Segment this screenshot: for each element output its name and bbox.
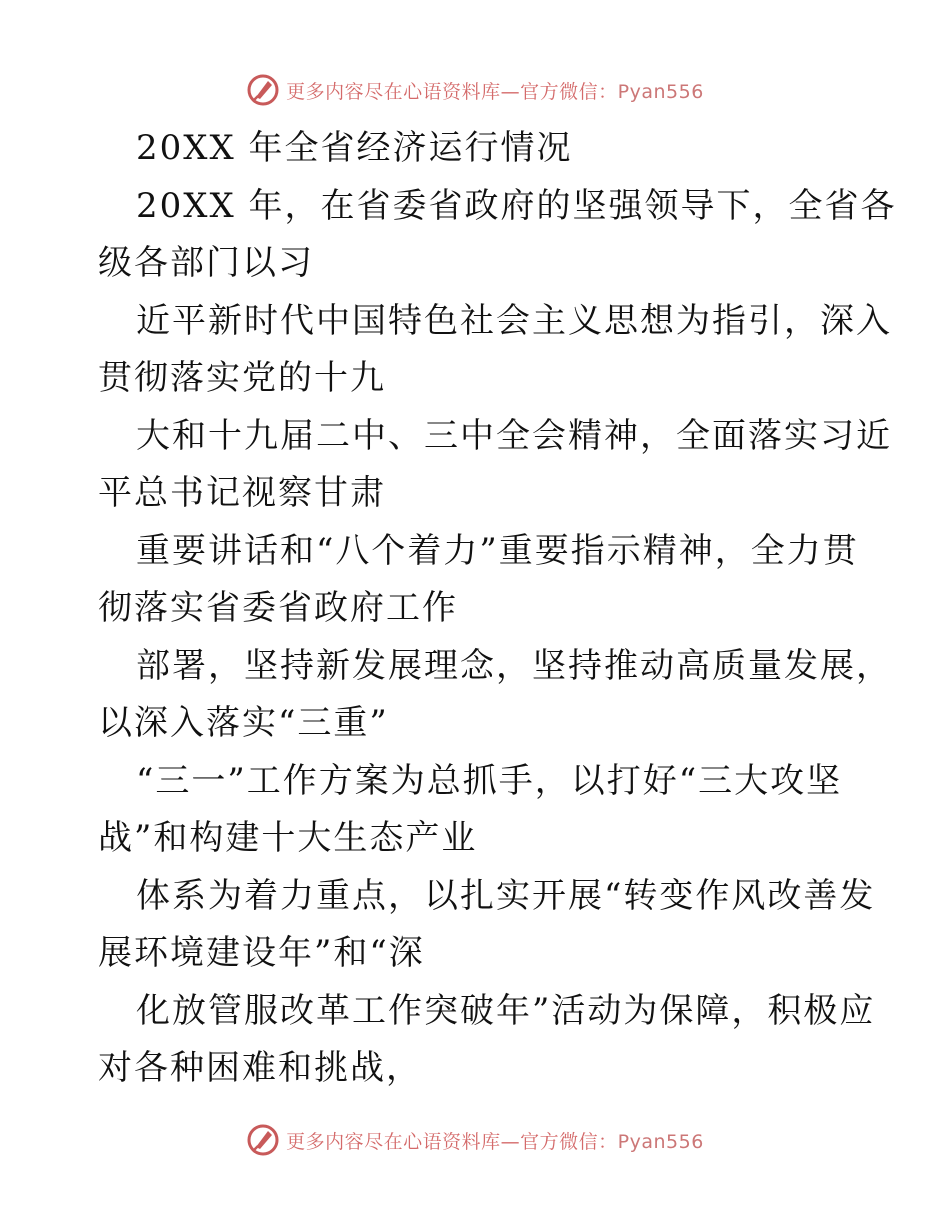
paragraph-line: “三一”工作方案为总抓手，以打好“三大攻坚 [136,760,843,801]
paragraph-line: 部署，坚持新发展理念，坚持推动高质量发展， [136,645,892,686]
paragraph-line: 以深入落实“三重” [98,703,389,743]
document-title: 20XX 年全省经济运行情况 [136,128,573,168]
paragraph-line: 彻落实省委省政府工作 [98,588,458,628]
paragraph-line: 重要讲话和“八个着力”重要指示精神，全力贯 [136,530,859,571]
pen-nib-circle-icon [246,73,280,107]
footer-watermark [0,1120,950,1160]
watermark-account: Pyan556 [617,1130,704,1153]
paragraph-line: 大和十九届二中、三中全会精神，全面落实习近 [136,415,892,456]
paragraph-line: 贯彻落实党的十九 [98,358,386,398]
paragraph-line: 级各部门以习 [98,243,314,283]
watermark-account: Pyan556 [617,80,704,103]
paragraph-line: 平总书记视察甘肃 [98,473,386,513]
paragraph-line: 体系为着力重点，以扎实开展“转变作风改善发 [136,875,876,916]
paragraph-line: 近平新时代中国特色社会主义思想为指引，深入 [136,300,892,341]
watermark-text: 更多内容尽在心语资料库—官方微信：Pyan556 [286,1130,704,1153]
paragraph-line: 化放管服改革工作突破年”活动为保障，积极应 [136,990,876,1031]
pen-nib-circle-icon [246,1123,280,1157]
paragraph-line: 对各种困难和挑战， [98,1048,422,1088]
watermark-text: 更多内容尽在心语资料库—官方微信：Pyan556 [286,80,704,103]
document-body [98,120,897,1098]
paragraph-line: 展环境建设年”和“深 [98,933,425,973]
paragraph-line: 20XX 年，在省委省政府的坚强领导下，全省各 [136,185,897,226]
paragraph-line: 战”和构建十大生态产业 [98,818,478,858]
header-watermark [0,70,950,110]
